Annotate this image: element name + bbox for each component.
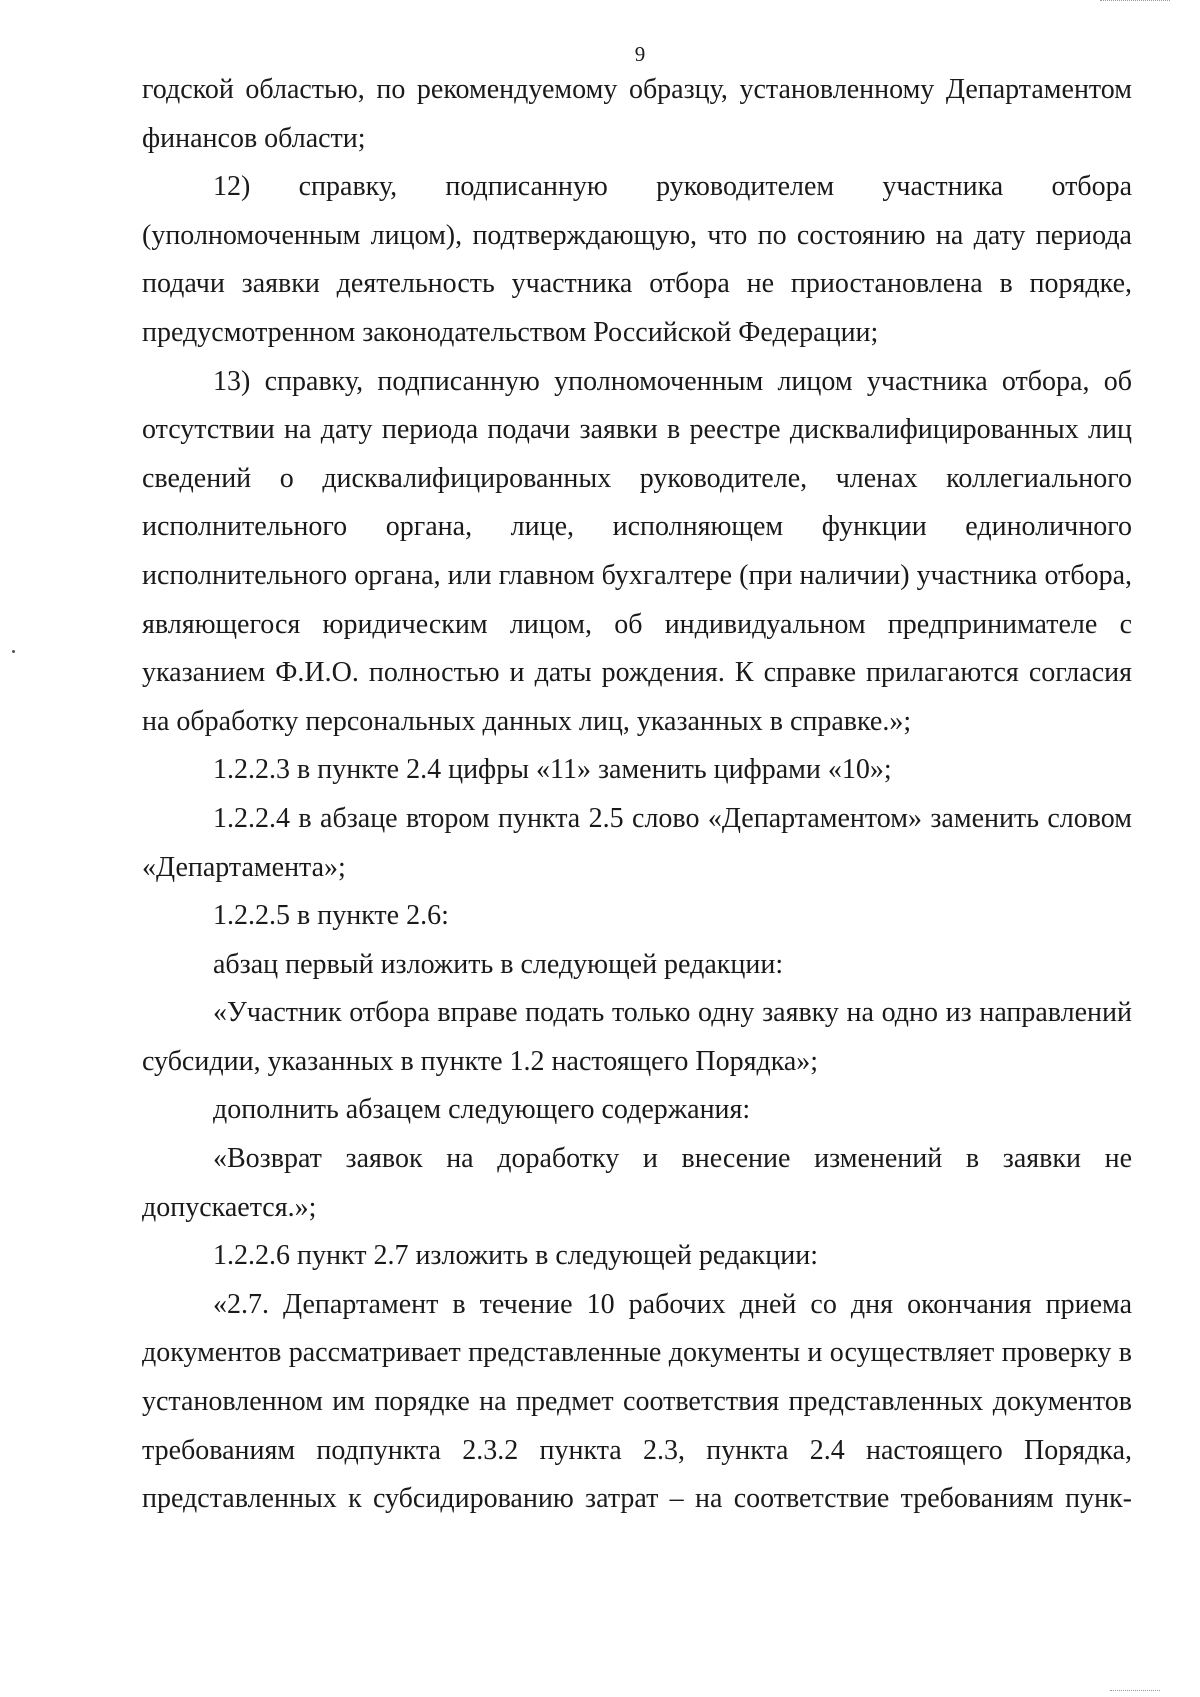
page-number: 9 bbox=[634, 42, 646, 66]
paragraph-quote-participant: «Участник отбора вправе подать только одну заявку на одно из направлений субсидии, указанных в пункте 1.2 настоящего Порядка»; bbox=[142, 997, 1132, 1077]
paragraph-item-13: 13) справку, подписанную уполномоченным лицом участника отбора, об отсутствии на дату периода подачи заявки в реестре дисквалифицированных лиц сведений о дисквалифицированных руководителе, членах коллегиального исполнительного органа, лице, исполняющем функции единоличного исполнительного органа, или главном бухгалтере (при наличии) участника отбора, являющегося юридическим лицом, об индивидуальном предпринимателе с указанием Ф.И.О. полностью и даты рождения. К справке прилагаются согласия на обработку персональных данных лиц, указанных в справке.»; bbox=[142, 365, 1132, 737]
paragraph-quote-2-7: «2.7. Департамент в течение 10 рабочих дней со дня окончания приема документов рассматривает представленные документы и осуществляет проверку в установленном им порядке на предмет соответствия представленных документов требованиям подпункта 2.3.2 пункта 2.3, пункта 2.4 настоящего Порядка, представленных к субсидированию затрат – на соответствие требованиям пунк- bbox=[142, 1288, 1132, 1515]
paragraph-item-12: 12) справку, подписанную руководителем участника отбора (уполномоченным лицом), подтверждающую, что по состоянию на дату периода подачи заявки деятельность участника отбора не приостановлена в порядке, предусмотренном законодательством Российской Федерации; bbox=[142, 171, 1132, 348]
paragraph-1-2-2-6: 1.2.2.6 пункт 2.7 изложить в следующей редакции: bbox=[213, 1240, 818, 1272]
paragraph-1-2-2-4: 1.2.2.4 в абзаце втором пункта 2.5 слово «Департаментом» заменить словом «Департамента»; bbox=[142, 802, 1132, 883]
paragraph-quote-return: «Возврат заявок на доработку и внесение изменений в заявки не допускается.»; bbox=[142, 1143, 1132, 1223]
paragraph-first-abzac: абзац первый изложить в следующей редакции: bbox=[213, 948, 784, 980]
document-body bbox=[142, 66, 1132, 1524]
paragraph-1-2-2-3: 1.2.2.3 в пункте 2.4 цифры «11» заменить цифрами «10»; bbox=[213, 754, 892, 786]
paragraph-1-2-2-5: 1.2.2.5 в пункте 2.6: bbox=[213, 900, 449, 932]
scan-edge-artifact bbox=[1110, 1690, 1160, 1693]
scan-dot-artifact bbox=[12, 650, 15, 653]
paragraph-supplement: дополнить абзацем следующего содержания: bbox=[213, 1094, 751, 1126]
paragraph-continuation: годской областью, по рекомендуемому образцу, установленному Департаментом финансов области; bbox=[142, 74, 1132, 154]
scan-edge-artifact bbox=[1100, 0, 1170, 3]
